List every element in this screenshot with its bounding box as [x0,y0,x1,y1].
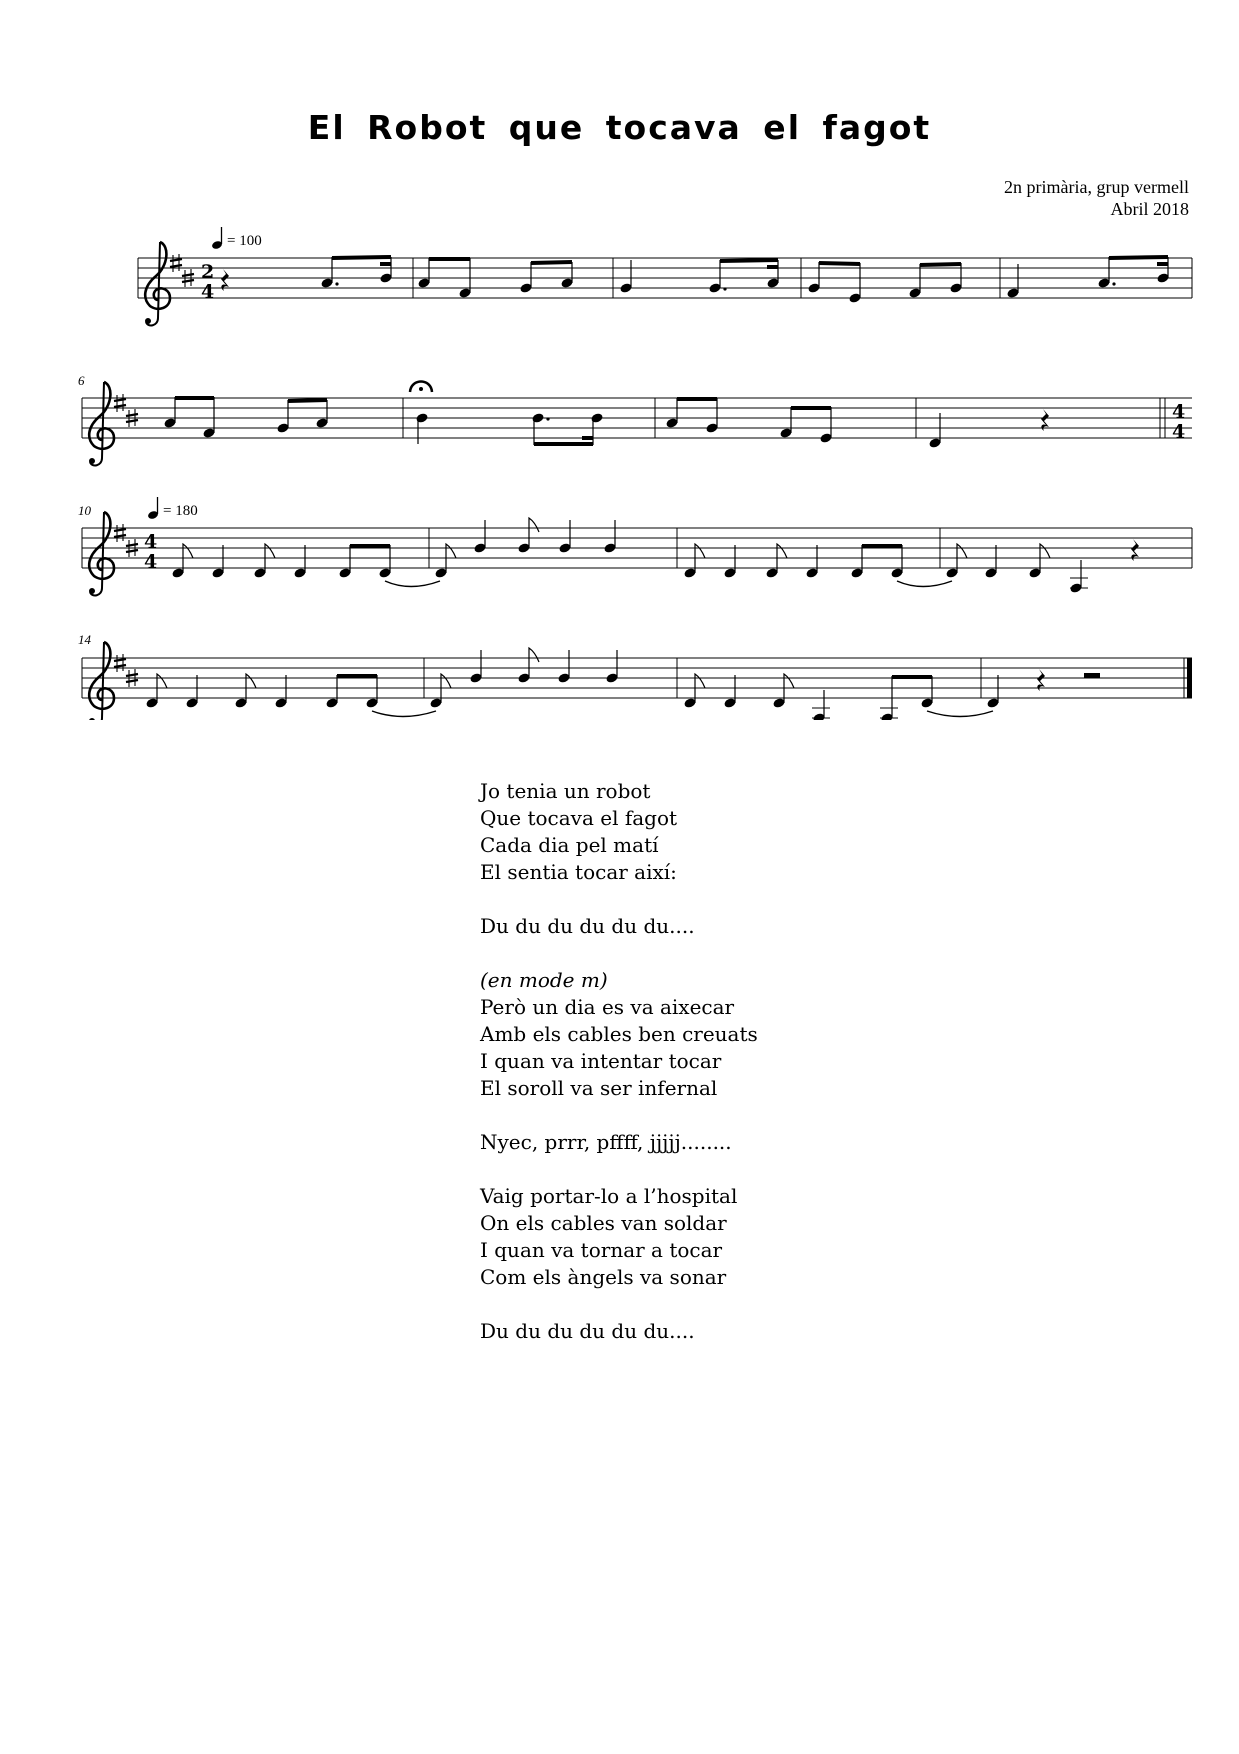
time-sig-bottom: 4 [201,281,215,303]
lyric-line: Jo tenia un robot [480,779,651,803]
measure-17 [986,669,1100,709]
measure-16 [683,674,993,720]
tempo-value: = 100 [227,233,262,249]
measure-number: 10 [78,503,91,518]
measure-14 [145,674,436,717]
time-sig-top: 4 [144,531,158,553]
lyric-line: On els cables van soldar [480,1211,727,1235]
lyric-line: Amb els cables ben creuats [480,1022,758,1046]
lyric-line: El sentia tocar així: [480,860,677,884]
staff-system-2 [82,382,1192,466]
measure-10 [171,544,440,587]
lyric-line: I quan va intentar tocar [480,1049,722,1073]
lyrics [480,778,758,1345]
measure-number: 14 [78,632,91,647]
staff-system-3 [82,512,1192,595]
lyric-refrain: Du du du du du du.... [480,1319,695,1343]
measure-12 [683,544,952,587]
time-sig-bottom: 4 [144,551,158,573]
staff-system-1 [138,242,1192,325]
lyric-mode-note: (en mode m) [480,968,608,992]
lyric-line: El soroll va ser infernal [480,1076,718,1100]
measure-13 [945,539,1139,594]
time-sig-top: 4 [1172,401,1186,423]
lyric-line: Vaig portar-lo a l’hospital [480,1184,738,1208]
lyric-line: Que tocava el fagot [480,806,678,830]
lyric-line: I quan va tornar a tocar [480,1238,723,1262]
time-sig-bottom: 4 [1172,421,1186,443]
song-title: El Robot que tocava el fagot [307,108,932,147]
lyric-line: Cada dia pel matí [480,833,659,857]
lyric-line: Però un dia es va aixecar [480,995,735,1019]
tempo-value: = 180 [163,503,198,519]
lyric-refrain: Du du du du du du.... [480,914,695,938]
staff-system-4 [82,642,1192,720]
measure-number: 6 [78,373,85,388]
credits-group: 2n primària, grup vermell [1004,177,1189,197]
time-sig-top: 2 [201,261,215,283]
music-score [0,0,1239,720]
credits-date: Abril 2018 [1110,199,1189,219]
lyric-noise: Nyec, prrr, pffff, jjjjj........ [480,1130,732,1154]
lyric-line: Com els àngels va sonar [480,1265,727,1289]
